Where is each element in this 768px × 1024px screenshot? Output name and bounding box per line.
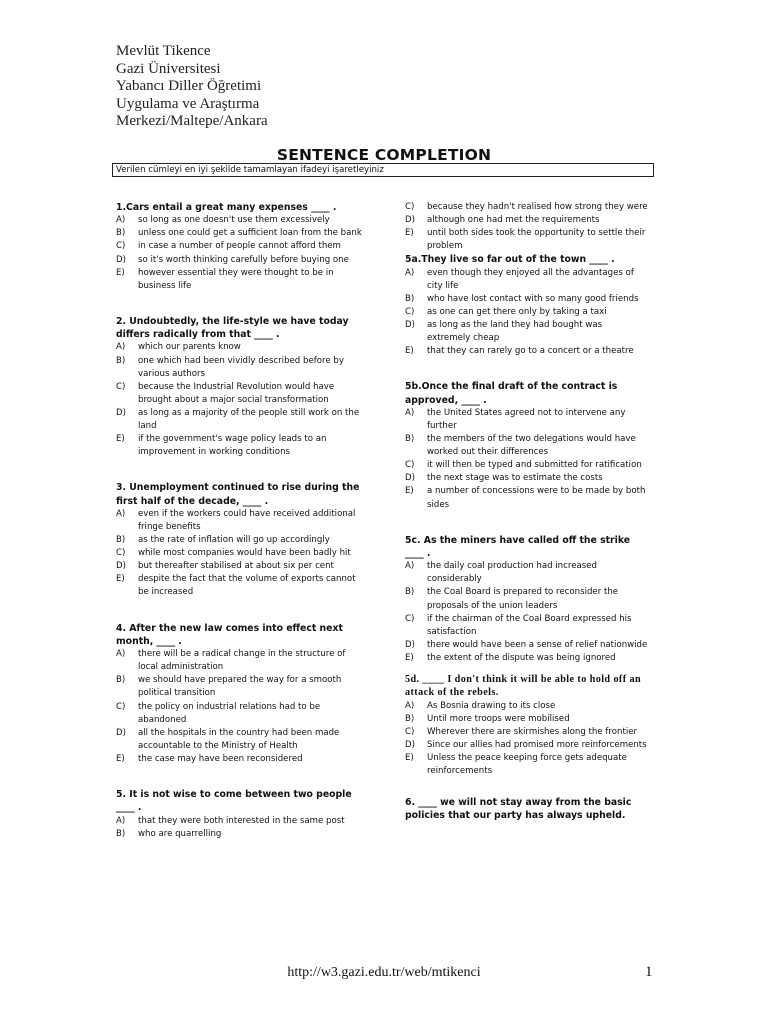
option-letter: B) bbox=[405, 293, 415, 304]
option-a[interactable] bbox=[116, 214, 366, 227]
option-c[interactable] bbox=[405, 459, 648, 472]
option-letter: C) bbox=[116, 701, 126, 712]
option-text: the extent of the dispute was being ignored bbox=[427, 652, 616, 663]
option-letter: B) bbox=[116, 228, 126, 239]
option-letter: A) bbox=[405, 407, 415, 418]
option-text: As Bosnia drawing to its close bbox=[427, 700, 556, 711]
option-letter: A) bbox=[116, 342, 126, 353]
option-letter: E) bbox=[405, 752, 414, 763]
author-center: Uygulama ve Araştırma bbox=[116, 95, 260, 112]
option-letter: E) bbox=[405, 486, 414, 497]
option-text: even if the workers could have received additional fringe benefits bbox=[138, 508, 356, 532]
option-b[interactable] bbox=[405, 586, 648, 612]
question-stem: 5a.They live so far out of the town ____ . bbox=[405, 254, 615, 266]
option-letter: E) bbox=[116, 267, 125, 278]
option-letter: B) bbox=[116, 355, 126, 366]
option-text: as one can get there only by taking a taxi bbox=[427, 306, 607, 317]
question-6 bbox=[405, 796, 648, 823]
option-c[interactable] bbox=[405, 726, 648, 739]
option-letter: A) bbox=[116, 815, 126, 826]
option-letter: E) bbox=[405, 228, 414, 239]
question-5 bbox=[116, 788, 366, 841]
option-a[interactable] bbox=[116, 508, 366, 534]
option-text: there will be a radical change in the structure of local administration bbox=[138, 649, 346, 673]
option-b[interactable] bbox=[405, 293, 648, 306]
option-letter: A) bbox=[405, 267, 415, 278]
option-text: however essential they were thought to be in business life bbox=[138, 267, 334, 291]
option-text: Wherever there are skirmishes along the frontier bbox=[427, 726, 638, 737]
option-text: who are quarrelling bbox=[138, 828, 222, 839]
option-c[interactable] bbox=[116, 240, 366, 253]
option-letter: A) bbox=[116, 215, 126, 226]
option-e[interactable] bbox=[116, 753, 366, 766]
option-text: if the chairman of the Coal Board expressed his satisfaction bbox=[427, 613, 632, 637]
question-5d bbox=[405, 673, 648, 778]
question-5-continued bbox=[405, 201, 648, 253]
question-stem: 5d. ____ I don't think it will be able to hold off an attack of the rebels. bbox=[405, 674, 642, 699]
option-d[interactable] bbox=[405, 472, 648, 485]
option-text: one which had been vividly described before by various authors bbox=[138, 355, 344, 379]
option-text: the policy on industrial relations had to be abandoned bbox=[138, 701, 321, 725]
option-text: there would have been a sense of relief nationwide bbox=[427, 639, 648, 650]
option-text: that they were both interested in the same post bbox=[138, 815, 345, 826]
option-d[interactable] bbox=[116, 254, 366, 267]
left-column bbox=[116, 201, 366, 841]
option-d[interactable] bbox=[116, 407, 366, 433]
author-location: Merkezi/Maltepe/Ankara bbox=[116, 113, 268, 129]
option-letter: B) bbox=[405, 713, 415, 724]
option-letter: B) bbox=[405, 587, 415, 598]
option-text: despite the fact that the volume of exports cannot be increased bbox=[138, 574, 356, 598]
option-text: that they can rarely go to a concert or a theatre bbox=[427, 346, 634, 357]
option-e[interactable] bbox=[405, 752, 648, 778]
option-a[interactable] bbox=[116, 648, 366, 674]
option-text: Since our allies had promised more reinforcements bbox=[427, 739, 647, 750]
author-block bbox=[116, 43, 268, 131]
option-e[interactable] bbox=[405, 652, 648, 665]
option-text: if the government's wage policy leads to an improvement in working conditions bbox=[138, 434, 327, 458]
option-text: it will then be typed and submitted for ratification bbox=[427, 460, 642, 471]
question-5c bbox=[405, 534, 648, 665]
question-stem: 6. ____ we will not stay away from the basic policies that our party has always upheld. bbox=[405, 797, 632, 822]
question-2 bbox=[116, 315, 366, 459]
option-letter: D) bbox=[116, 561, 126, 572]
option-letter: C) bbox=[405, 306, 415, 317]
right-column bbox=[405, 201, 648, 823]
option-c[interactable] bbox=[405, 306, 648, 319]
page-title: SENTENCE COMPLETION bbox=[276, 146, 492, 164]
option-text: as long as a majority of the people still work on the land bbox=[138, 407, 360, 432]
option-letter: A) bbox=[116, 508, 126, 519]
option-d[interactable] bbox=[405, 739, 648, 752]
option-text: because they hadn't realised how strong they were bbox=[427, 202, 648, 212]
option-a[interactable] bbox=[116, 341, 366, 354]
question-3 bbox=[116, 481, 366, 599]
option-letter: E) bbox=[116, 574, 125, 585]
option-letter: C) bbox=[116, 381, 126, 392]
option-text: all the hospitals in the country had been made accountable to the Ministry of Health bbox=[138, 727, 340, 751]
option-letter: A) bbox=[116, 649, 126, 660]
option-a[interactable] bbox=[405, 267, 648, 293]
question-stem: 5c. As the miners have called off the strike ____ . bbox=[405, 534, 631, 559]
option-letter: B) bbox=[116, 535, 126, 546]
footer-url[interactable]: http://w3.gazi.edu.tr/web/mtikenci bbox=[287, 965, 481, 980]
option-e[interactable] bbox=[116, 433, 366, 459]
question-5b bbox=[405, 380, 648, 511]
option-d[interactable] bbox=[405, 319, 648, 345]
option-text: we should have prepared the way for a smooth political transition bbox=[138, 675, 342, 699]
option-a[interactable] bbox=[405, 700, 648, 713]
question-stem: 4. After the new law comes into effect next month, ____ . bbox=[116, 622, 343, 647]
option-text: a number of concessions were to be made by both sides bbox=[427, 486, 646, 510]
option-letter: C) bbox=[405, 460, 415, 471]
option-d[interactable] bbox=[116, 560, 366, 573]
option-a[interactable] bbox=[405, 560, 648, 586]
option-letter: D) bbox=[405, 639, 415, 650]
option-text: as the rate of inflation will go up accordingly bbox=[138, 535, 330, 546]
option-letter: C) bbox=[405, 726, 415, 737]
author-department: Yabancı Diller Öğretimi bbox=[116, 78, 262, 94]
option-c[interactable] bbox=[116, 381, 366, 407]
option-text: the United States agreed not to intervene any further bbox=[427, 407, 626, 432]
option-text: although one had met the requirements bbox=[427, 215, 600, 226]
option-a[interactable] bbox=[116, 815, 366, 828]
author-name: Mevlüt Tikence bbox=[116, 43, 211, 59]
option-b[interactable] bbox=[116, 227, 366, 240]
author-university: Gazi Üniversitesi bbox=[116, 60, 221, 77]
option-letter: D) bbox=[116, 254, 126, 265]
option-letter: A) bbox=[405, 561, 415, 572]
option-d[interactable] bbox=[405, 214, 648, 227]
option-text: who have lost contact with so many good friends bbox=[427, 293, 639, 304]
option-text: the daily coal production had increased considerably bbox=[427, 561, 597, 585]
option-letter: D) bbox=[116, 727, 126, 738]
option-letter: D) bbox=[405, 215, 415, 226]
option-d[interactable] bbox=[116, 727, 366, 753]
option-b[interactable] bbox=[116, 828, 366, 841]
option-letter: D) bbox=[405, 473, 415, 484]
option-text: which our parents know bbox=[138, 342, 241, 353]
question-5a bbox=[405, 253, 648, 358]
page-number: 1 bbox=[645, 964, 653, 980]
option-letter: C) bbox=[405, 202, 415, 212]
option-letter: D) bbox=[405, 739, 415, 750]
option-text: even though they enjoyed all the advantages of city life bbox=[427, 267, 634, 291]
option-letter: E) bbox=[405, 652, 414, 663]
option-e[interactable] bbox=[405, 227, 648, 253]
question-stem: 5. It is not wise to come between two people ____ . bbox=[116, 788, 352, 814]
option-letter: B) bbox=[405, 434, 415, 445]
option-c[interactable] bbox=[116, 701, 366, 727]
option-letter: B) bbox=[116, 675, 126, 686]
option-c[interactable] bbox=[405, 613, 648, 639]
question-1 bbox=[116, 201, 366, 293]
option-letter: C) bbox=[116, 241, 126, 252]
option-text: but thereafter stabilised at about six per cent bbox=[138, 561, 334, 572]
option-letter: C) bbox=[116, 548, 126, 559]
option-e[interactable] bbox=[405, 485, 648, 511]
option-b[interactable] bbox=[405, 433, 648, 459]
option-letter: A) bbox=[405, 700, 415, 711]
option-letter: E) bbox=[116, 434, 125, 445]
option-b[interactable] bbox=[405, 713, 648, 726]
option-text: Unless the peace keeping force gets adequate reinforcements bbox=[427, 752, 627, 777]
option-letter: E) bbox=[405, 346, 414, 357]
option-text: so it's worth thinking carefully before buying one bbox=[138, 254, 349, 265]
option-b[interactable] bbox=[116, 534, 366, 547]
option-text: the members of the two delegations would have worked out their differences bbox=[427, 434, 636, 458]
option-text: while most companies would have been badly hit bbox=[138, 548, 351, 559]
question-stem: 2. Undoubtedly, the life-style we have today differs radically from that ____ . bbox=[116, 315, 349, 341]
option-text: the case may have been reconsidered bbox=[138, 753, 303, 764]
option-text: the next stage was to estimate the costs bbox=[427, 473, 603, 484]
question-stem: 3. Unemployment continued to rise during the first half of the decade, ____ . bbox=[116, 482, 360, 507]
option-text: until both sides took the opportunity to settle their problem bbox=[427, 228, 646, 252]
option-c[interactable] bbox=[116, 547, 366, 560]
option-letter: D) bbox=[116, 407, 126, 418]
option-text: as long as the land they had bought was extremely cheap bbox=[427, 320, 603, 344]
option-letter: E) bbox=[116, 753, 125, 764]
option-b[interactable] bbox=[116, 674, 366, 700]
option-e[interactable] bbox=[405, 345, 648, 358]
option-text: because the Industrial Revolution would have brought about a major social transformation bbox=[138, 381, 335, 405]
option-text: Until more troops were mobilised bbox=[427, 713, 570, 724]
question-4 bbox=[116, 622, 366, 766]
option-letter: D) bbox=[405, 320, 415, 331]
option-letter: C) bbox=[405, 613, 415, 624]
option-e[interactable] bbox=[116, 573, 366, 599]
question-stem: 5b.Once the final draft of the contract is approved, ____ . bbox=[405, 381, 618, 406]
option-text: the Coal Board is prepared to reconsider the proposals of the union leaders bbox=[427, 587, 619, 611]
option-c[interactable] bbox=[405, 201, 648, 214]
option-a[interactable] bbox=[405, 407, 648, 433]
option-text: in case a number of people cannot afford them bbox=[138, 241, 341, 252]
option-letter: B) bbox=[116, 828, 126, 839]
question-stem: 1.Cars entail a great many expenses ____ . bbox=[116, 202, 337, 213]
option-d[interactable] bbox=[405, 639, 648, 652]
option-text: unless one could get a sufficient loan from the bank bbox=[138, 228, 362, 239]
option-text: so long as one doesn't use them excessively bbox=[138, 215, 330, 226]
option-e[interactable] bbox=[116, 267, 366, 293]
instruction-box: Verilen cümleyi en iyi şekilde tamamlayan ifadeyi işaretleyiniz bbox=[112, 163, 654, 177]
option-b[interactable] bbox=[116, 355, 366, 381]
